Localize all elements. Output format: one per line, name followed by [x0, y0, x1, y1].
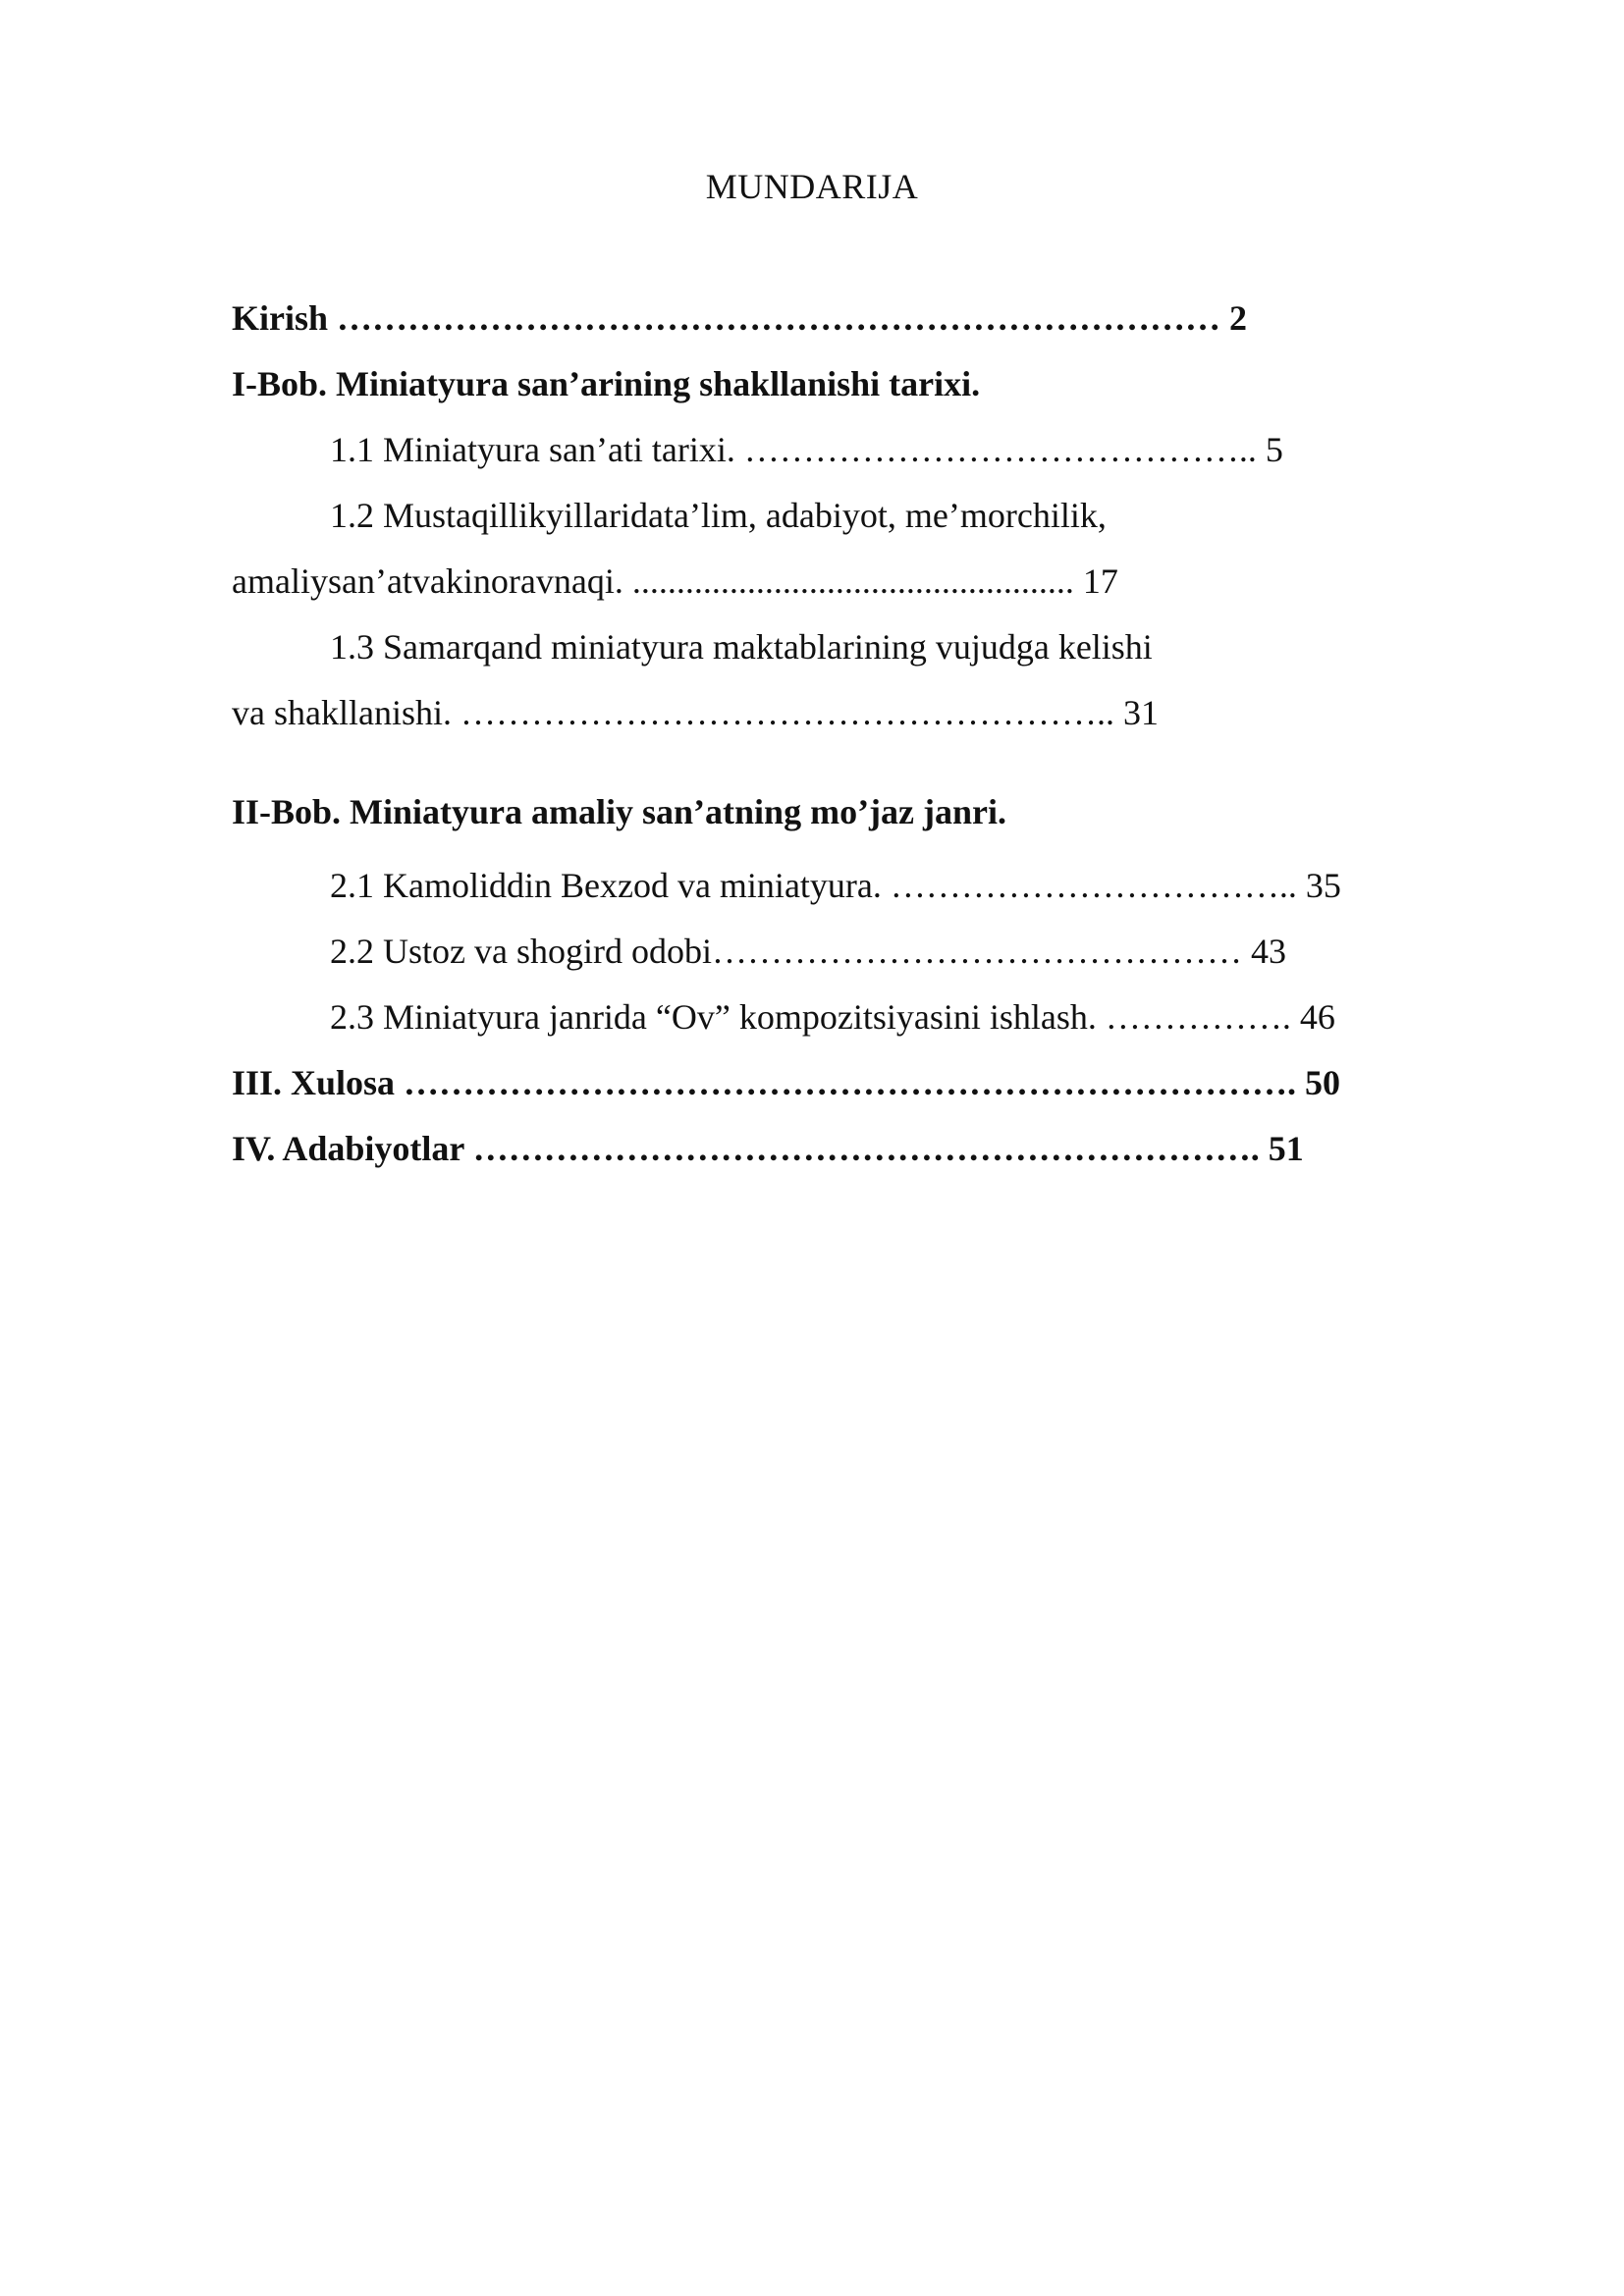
toc-chapter-2-heading: II-Bob. Miniatyura amaliy san’atning mo’jaz janri.	[232, 792, 1007, 831]
toc-entry-1-3-line2: va shakllanishi. ……………………………………………….. 31	[232, 693, 1159, 732]
toc-entry-1-2-line2: amaliysan’atvakinoravnaqi. .................................................. 17	[232, 561, 1118, 601]
toc-entry-2-1: 2.1 Kamoliddin Bexzod va miniatyura. …………………………….. 35	[330, 866, 1341, 905]
toc-entry-kirish: Kirish ………………………………………………………………… 2	[232, 298, 1248, 338]
toc-entry-1-3-line1: 1.3 Samarqand miniatyura maktablarining vujudga kelishi	[330, 627, 1153, 667]
toc-entry-adabiyotlar: IV. Adabiyotlar …………………………………………………………. 51	[232, 1129, 1304, 1168]
toc-entry-1-1: 1.1 Miniatyura san’ati tarixi. …………………………………….. 5	[330, 430, 1283, 469]
toc-chapter-1-heading: I-Bob. Miniatyura san’arining shakllanishi tarixi.	[232, 364, 981, 403]
toc-entry-xulosa: III. Xulosa …………………………………………………………………. 50	[232, 1063, 1341, 1102]
page-title: MUNDARIJA	[705, 167, 919, 206]
toc-entry-2-2: 2.2 Ustoz va shogird odobi……………………………………… 43	[330, 932, 1286, 971]
toc-entry-2-3: 2.3 Miniatyura janrida “Ov” kompozitsiyasini ishlash. ……………. 46	[330, 997, 1335, 1037]
toc-entry-1-2-line1: 1.2 Mustaqillikyillaridata’lim, adabiyot, me’morchilik,	[330, 496, 1107, 535]
